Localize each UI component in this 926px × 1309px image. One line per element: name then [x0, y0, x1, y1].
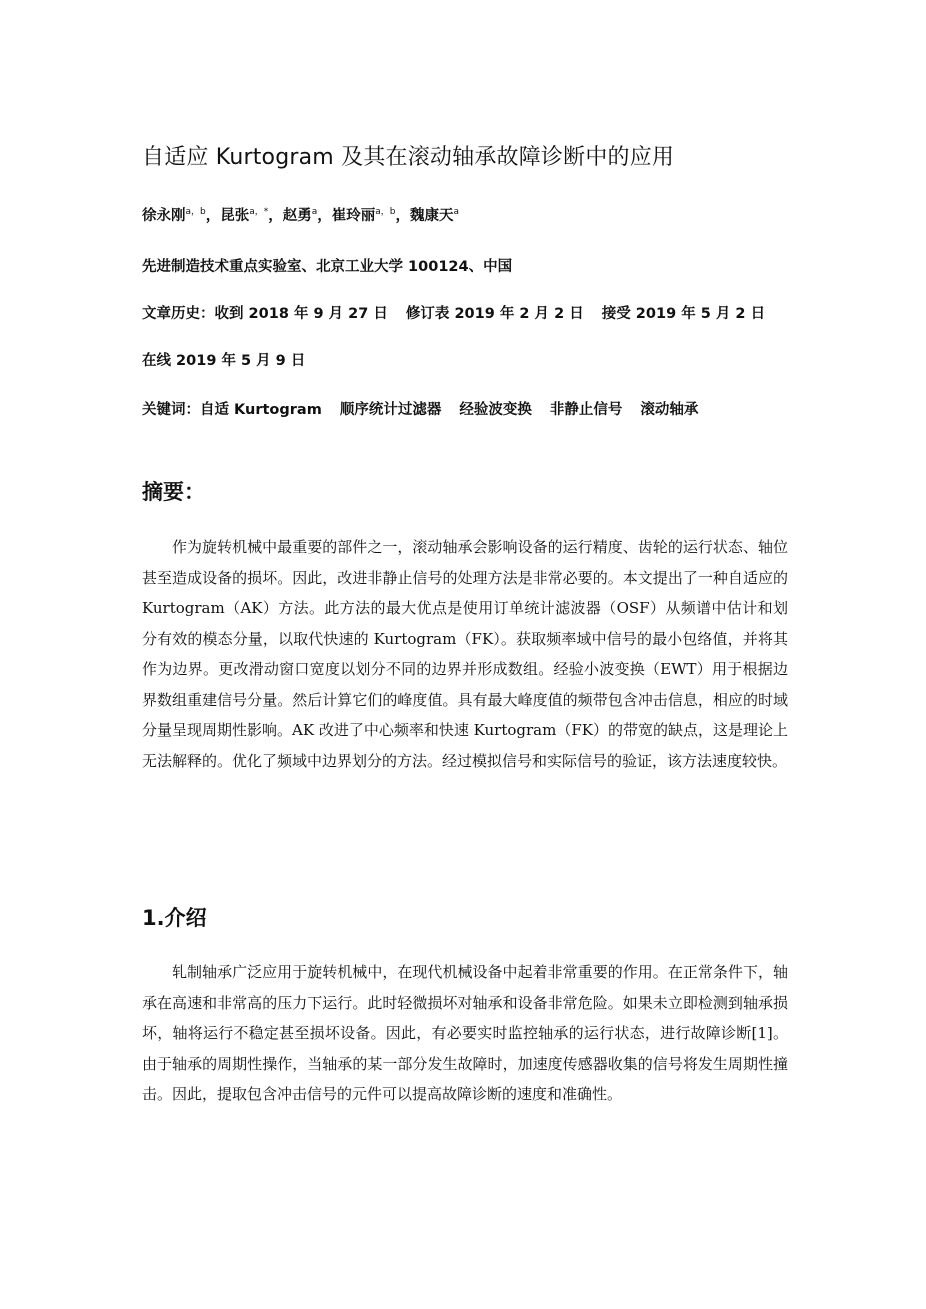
abstract-text: 作为旋转机械中最重要的部件之一，滚动轴承会影响设备的运行精度、齿轮的运行状态、轴位甚至造成设备的损坏。因此，改进非静止信号的处理方法是非常必要的。本文提出了一种自适应的 Kurtogram（AK）方法。此方法的最大优点是使用订单统计滤波器（OSF）从频谱中估计和划分有效的模态分量，以取代快速的 Kurtogram（FK）。获取频率域中信号的最小包络值，并将其作为边界。更改滑动窗口宽度以划分不同的边界并形成数组。经验小波变换（EWT）用于根据边界数组重建信号分量。然后计算它们的峰度值。具有最大峰度值的频带包含冲击信息，相应的时域分量呈现周期性影响。AK 改进了中心频率和快速 Kurtogram（FK）的带宽的缺点，这是理论上无法解释的。优化了频域中边界划分的方法。经过模拟信号和实际信号的验证，该方法速度较快。 — [142, 538, 788, 770]
keywords-label: 关键词： — [142, 402, 200, 418]
history-received: 收到 2018 年 9 月 27 日 — [214, 306, 388, 322]
abstract-heading: 摘要： — [142, 480, 205, 504]
history-online: 在线 2019 年 5 月 9 日 — [142, 353, 306, 369]
keyword: 滚动轴承 — [640, 402, 699, 418]
author-affil-mark: a，b — [375, 207, 396, 218]
keyword: 自适 Kurtogram — [200, 402, 322, 418]
keyword: 经验波变换 — [459, 402, 532, 418]
keyword: 顺序统计过滤器 — [339, 402, 442, 418]
author — [142, 208, 206, 224]
author-name: 崔玲丽 — [331, 208, 376, 224]
keywords — [142, 398, 698, 419]
author — [268, 208, 317, 224]
author-affil-mark: a — [453, 207, 460, 218]
author-affil-mark: a — [311, 207, 318, 218]
author-name: 赵勇 — [282, 208, 312, 224]
author-list — [142, 204, 459, 225]
author — [317, 208, 395, 224]
author-affil-mark: a，* — [249, 207, 269, 218]
history-accepted: 接受 2019 年 5 月 2 日 — [601, 306, 766, 322]
affiliation: 先进制造技术重点实验室、北京工业大学 100124、中国 — [142, 259, 513, 275]
author — [396, 208, 460, 224]
author-name: 昆张 — [220, 208, 250, 224]
intro-text: 轧制轴承广泛应用于旋转机械中，在现代机械设备中起着非常重要的作用。在正常条件下，轴承在高速和非常高的压力下运行。此时轻微损坏对轴承和设备非常危险。如果未立即检测到轴承损坏，轴将运行不稳定甚至损坏设备。因此，有必要实时监控轴承的运行状态，进行故障诊断[1]。由于轴承的周期性操作，当轴承的某一部分发生故障时，加速度传感器收集的信号将发生周期性撞击。因此，提取包含冲击信号的元件可以提高故障诊断的速度和准确性。 — [142, 963, 788, 1103]
author-name: 魏康天 — [410, 208, 454, 224]
author-name: 徐永刚 — [142, 208, 186, 224]
history-revised: 修订表 2019 年 2 月 2 日 — [405, 306, 584, 322]
article-history — [142, 302, 765, 323]
author-affil-mark: a，b — [185, 207, 206, 218]
paper-title: 自适应 Kurtogram 及其在滚动轴承故障诊断中的应用 — [142, 145, 675, 170]
history-label: 文章历史： — [142, 306, 215, 322]
author — [206, 208, 269, 224]
keyword: 非静止信号 — [549, 402, 623, 418]
intro-heading: 1.介绍 — [142, 906, 207, 930]
